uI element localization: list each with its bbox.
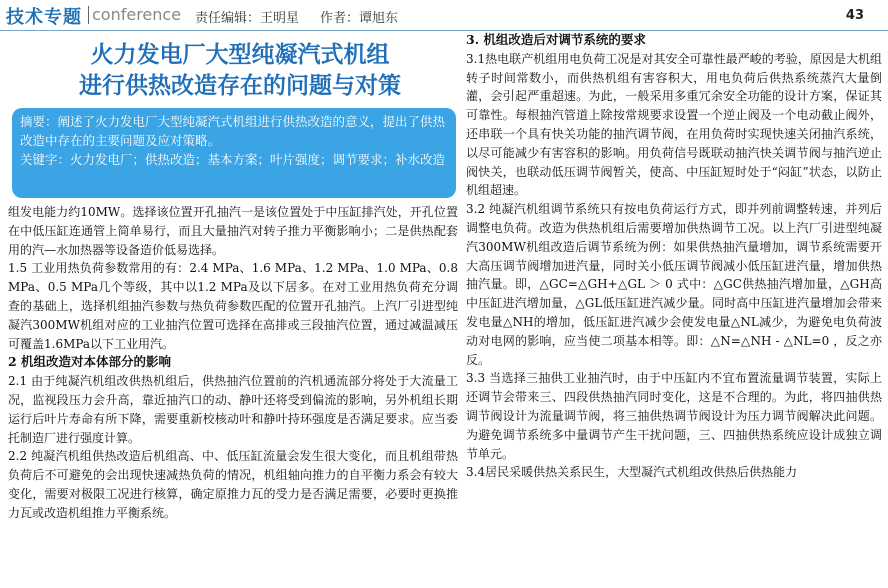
section-heading: 2 机组改造对本体部分的影响: [8, 354, 172, 370]
keywords-text: 关键字：火力发电厂；供热改造；基本方案；叶片强度；调节要求；补水改造: [20, 152, 446, 167]
page-number: 43: [845, 8, 864, 23]
paragraph: 2.2 纯凝汽机组供热改造后机组高、中、低压缸流量会发生很大变化，而且机组带热负荷后不可避免的会出现快速减热负荷的情况，机组轴向推力的自平衡力系会有较大变化，需要对极限工况进行核算，确定原推力瓦的受力是否满足需要，必要时更换推力瓦或改造机组推力平衡系统。: [8, 449, 458, 520]
paragraph: 2.1 由于纯凝汽机组改供热机组后，供热抽汽位置前的汽机通流部分将处于大流量工况，监视段压力会升高，靠近抽汽口的动、静叶还将受到偏流的影响，另外机组长期运行后叶片寿命有所下降，需要重新校核动叶和静叶持环强度是否满足要求。应当委托制造厂进行强度计算。: [8, 374, 458, 445]
brand-divider: [88, 6, 89, 24]
paragraph: 3.2 纯凝汽机组调节系统只有按电负荷运行方式，即并列前调整转速，并列后调整电负荷。改造为供热机组后需要增加供热调节工况。以上汽厂引进型纯凝汽300MW机组改造后调节系统为例：如果供热抽汽量增加，调节系统需要开大高压调节阀增加进汽量，同时关小低压调节阀减小低压缸进汽量，增加供热抽汽量。即，△GC=△GH+△GL ＞ 0 式中：△GC供热抽汽增加量，△GH高中压缸进汽增加量，△GL低压缸进汽减少量。同时高中压缸进汽量增加会带来发电量△NH的增加，低压缸进汽减少会使发电量△NL减少，为避免电负荷波动对电网的影响，应当使二项基本相等。即：△N=△NH - △NL=0 ，反之亦反。: [466, 202, 882, 367]
page-header: [0, 0, 888, 31]
section-brand: 技术专题: [6, 7, 82, 28]
abstract-text: 摘要：阐述了火力发电厂大型纯凝汽式机组进行供热改造的意义，提出了供热改造中存在的主要问题及应对策略。: [20, 114, 446, 148]
paragraph: 1.5 工业用热负荷参数常用的有：2.4 MPa、1.6 MPa、1.2 MPa、1.0 MPa、0.8 MPa、0.5 MPa几个等级，其中以1.2 MPa及以下居多。在对工业用热负荷充分调查的基础上，选择机组抽汽参数与热负荷参数匹配的位置开孔抽汽。上汽厂引进型纯凝汽300MW机组对应的工业抽汽位置可选择在高排或三段抽汽位置，通过减温减压可覆盖1.6MPa以下工业用汽。: [8, 261, 458, 351]
section-heading: 3. 机组改造后对调节系统的要求: [466, 32, 646, 47]
article-title: [40, 40, 440, 102]
title-line-2: 进行供热改造存在的问题与对策: [79, 73, 401, 99]
title-line-1: 火力发电厂大型纯凝汽式机组: [90, 42, 390, 68]
paragraph: 3.4居民采暖供热关系民生，大型凝汽式机组改供热后供热能力: [466, 465, 798, 480]
editor-credit: 责任编辑：王明星: [195, 11, 300, 26]
left-column: [8, 203, 458, 523]
section-subtitle: conference: [92, 5, 182, 24]
paragraph: 组发电能力约10MW。选择该位置开孔抽汽一是该位置处于中压缸排汽处，开孔位置在中低压缸连通管上简单易行，而且大量抽汽对转子推力平衡影响小；二是供热配套用的汽—水加热器等设备造价低易选择。: [8, 205, 458, 257]
author-credit: 作者：谭旭东: [320, 11, 399, 26]
paragraph: 3.3 当选择三抽供工业抽汽时，由于中压缸内不宜布置流量调节装置，实际上还调节会带来三、四段供热抽汽同时变化，这是不合理的。为此，将四抽供热调节阀设计为流量调节阀，将三抽供热调节阀设计为压力调节阀解决此问题。为避免调节系统多中量调节产生干扰问题，三、四抽供热系统应设计成独立调节单元。: [466, 371, 882, 461]
paragraph: 3.1热电联产机组用电负荷工况是对其安全可靠性最严峻的考验，原因是大机组转子时间常数小，而供热机组有害容积大，用电负荷后供热系统蒸汽大量倒灌，会引起严重超速。为此，一般采用多重冗余安全功能的设计方案，保证其可靠性。每根抽汽管道上除按常规要求设置一个逆止阀及一个电动截止阀外，还串联一个具有快关功能的抽汽调节阀，在用负荷时实现快速关闭抽汽系统，以尽可能减少有害容积的影响。用负荷信号既联动抽汽快关调节阀与抽汽逆止阀快关，也联动低压调节阀暂关，使高、中压缸短时处于“闷缸”状态，以防止机组超速。: [466, 51, 882, 198]
right-column: [466, 31, 882, 482]
abstract-box: [12, 108, 456, 198]
